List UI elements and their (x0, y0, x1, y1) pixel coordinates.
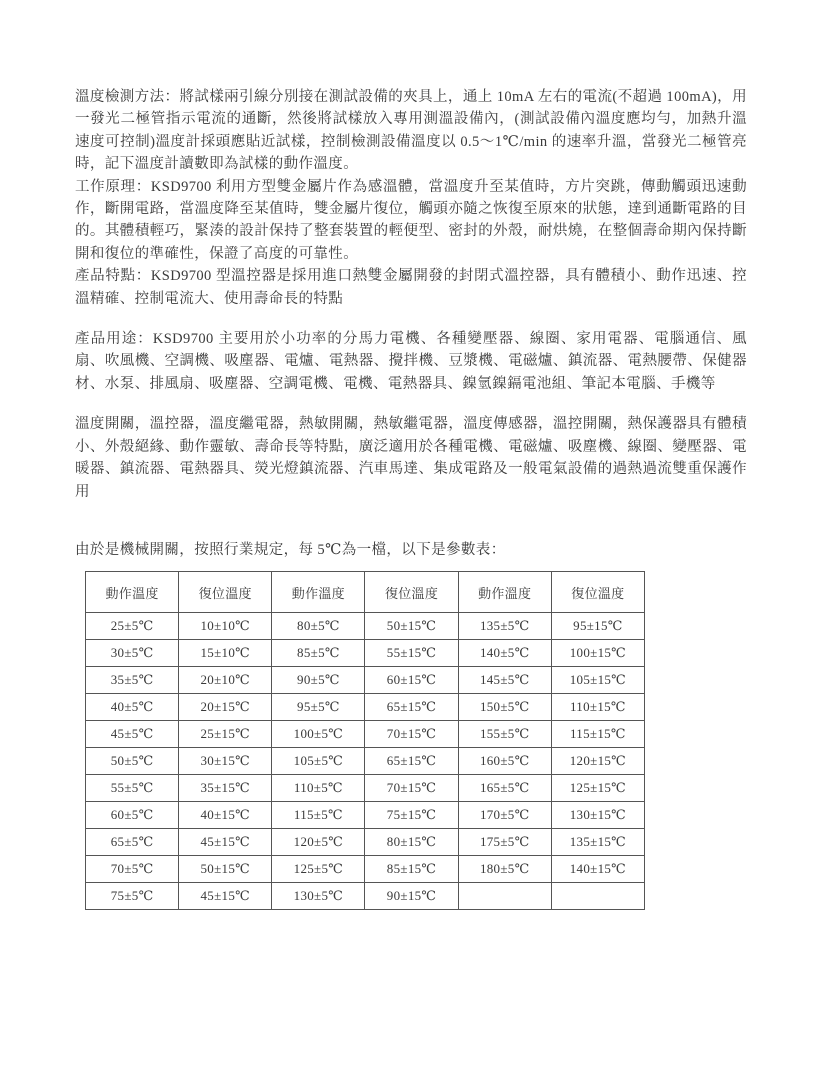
table-cell: 60±15℃ (365, 667, 458, 694)
table-cell: 120±5℃ (272, 829, 365, 856)
table-cell: 85±5℃ (272, 640, 365, 667)
table-cell: 55±15℃ (365, 640, 458, 667)
table-cell: 65±15℃ (365, 694, 458, 721)
paragraph-working-principle: 工作原理：KSD9700 利用方型雙金屬片作為感溫體，當溫度升至某值時，方片突跳，傳動觸頭迅速動作，斷開電路，當溫度降至某值時，雙金屬片復位，觸頭亦隨之恢復至原來的狀態，達到通斷電路的目的。其體積輕巧，緊湊的設計保持了整套裝置的輕便型、密封的外殼，耐烘燒，在整個壽命期內保持斷開和復位的準確性，保證了高度的可靠性。 (75, 178, 747, 262)
table-cell: 105±5℃ (272, 748, 365, 775)
paragraph-product-features: 產品特點：KSD9700 型溫控器是採用進口熱雙金屬開發的封閉式溫控器，具有體積小、動作迅速、控溫精確、控制電流大、使用壽命長的特點 (75, 268, 747, 307)
table-cell (551, 883, 644, 910)
table-cell: 65±5℃ (86, 829, 179, 856)
table-header-cell: 動作溫度 (86, 572, 179, 613)
table-cell: 170±5℃ (458, 802, 551, 829)
table-cell: 90±15℃ (365, 883, 458, 910)
table-cell: 45±15℃ (179, 883, 272, 910)
table-cell: 40±5℃ (86, 694, 179, 721)
table-cell: 165±5℃ (458, 775, 551, 802)
table-row (86, 613, 645, 640)
table-cell: 50±5℃ (86, 748, 179, 775)
paragraph-detection-method: 溫度檢測方法：將試樣兩引線分別接在測試設備的夾具上，通上 10mA 左右的電流(不超過 100mA)，用一發光二極管指示電流的通斷，然後將試樣放入專用測溫設備內，(測試設備內溫度應均勻，加熱升溫速度可控制)溫度計採頭應貼近試樣，控制檢測設備溫度以 0.5～1℃/min 的速率升溫，當發光二極管亮時，記下溫度計讀數即為試樣的動作溫度。 (75, 89, 747, 173)
table-cell: 75±15℃ (365, 802, 458, 829)
table-cell: 30±15℃ (179, 748, 272, 775)
table-cell: 20±10℃ (179, 667, 272, 694)
table-cell: 125±15℃ (551, 775, 644, 802)
paragraph-table-intro: 由於是機械開關，按照行業規定，每 5℃為一檔，以下是參數表： (75, 541, 506, 558)
table-cell: 130±15℃ (551, 802, 644, 829)
table-cell: 160±5℃ (458, 748, 551, 775)
table-cell: 110±15℃ (551, 694, 644, 721)
table-cell: 35±15℃ (179, 775, 272, 802)
table-cell: 85±15℃ (365, 856, 458, 883)
table-row (86, 883, 645, 910)
table-cell: 155±5℃ (458, 721, 551, 748)
table-cell: 75±5℃ (86, 883, 179, 910)
table-cell: 175±5℃ (458, 829, 551, 856)
table-header-cell: 動作溫度 (458, 572, 551, 613)
table-cell: 95±5℃ (272, 694, 365, 721)
table-cell: 145±5℃ (458, 667, 551, 694)
table-cell: 45±5℃ (86, 721, 179, 748)
table-row (86, 694, 645, 721)
table-cell: 25±5℃ (86, 613, 179, 640)
table-cell: 125±5℃ (272, 856, 365, 883)
table-row (86, 829, 645, 856)
table-cell: 135±15℃ (551, 829, 644, 856)
table-cell: 70±5℃ (86, 856, 179, 883)
table-cell: 95±15℃ (551, 613, 644, 640)
parameter-table (85, 571, 645, 910)
table-cell: 40±15℃ (179, 802, 272, 829)
table-cell: 80±15℃ (365, 829, 458, 856)
table-header-cell: 動作溫度 (272, 572, 365, 613)
table-cell: 35±5℃ (86, 667, 179, 694)
table-row (86, 775, 645, 802)
paragraph-product-usage: 產品用途：KSD9700 主要用於小功率的分馬力電機、各種變壓器、線圈、家用電器、電腦通信、風扇、吹風機、空調機、吸塵器、電爐、電熱器、攪拌機、豆漿機、電磁爐、鎮流器、電熱腰帶、保健器材、水泵、排風扇、吸塵器、空調電機、電機、電熱器具、鎳氫鎳鎘電池組、筆記本電腦、手機等 (75, 331, 747, 392)
table-row (86, 667, 645, 694)
table-cell: 90±5℃ (272, 667, 365, 694)
table-cell: 50±15℃ (365, 613, 458, 640)
table-cell: 115±5℃ (272, 802, 365, 829)
table-cell: 25±15℃ (179, 721, 272, 748)
table-header-row (86, 572, 645, 613)
table-cell (458, 883, 551, 910)
table-cell: 55±5℃ (86, 775, 179, 802)
table-cell: 120±15℃ (551, 748, 644, 775)
table-cell: 50±15℃ (179, 856, 272, 883)
table-row (86, 640, 645, 667)
table-row (86, 748, 645, 775)
table-cell: 70±15℃ (365, 775, 458, 802)
table-cell: 105±15℃ (551, 667, 644, 694)
table-row (86, 802, 645, 829)
table-body (86, 613, 645, 910)
table-cell: 10±10℃ (179, 613, 272, 640)
table-cell: 135±5℃ (458, 613, 551, 640)
table-cell: 20±15℃ (179, 694, 272, 721)
table-cell: 115±15℃ (551, 721, 644, 748)
table-row (86, 721, 645, 748)
table-cell: 100±5℃ (272, 721, 365, 748)
table-row (86, 856, 645, 883)
table-cell: 110±5℃ (272, 775, 365, 802)
table-cell: 130±5℃ (272, 883, 365, 910)
table-cell: 140±5℃ (458, 640, 551, 667)
table-cell: 70±15℃ (365, 721, 458, 748)
table-cell: 80±5℃ (272, 613, 365, 640)
table-cell: 140±15℃ (551, 856, 644, 883)
table-cell: 150±5℃ (458, 694, 551, 721)
table-cell: 100±15℃ (551, 640, 644, 667)
paragraph-product-scope: 溫度開關，溫控器，溫度繼電器，熱敏開關，熱敏繼電器，溫度傳感器，溫控開關，熱保護器具有體積小、外殼絕緣、動作靈敏、壽命長等特點，廣泛適用於各種電機、電磁爐、吸塵機、線圈、變壓器、電暖器、鎮流器、電熱器具、熒光燈鎮流器、汽車馬達、集成電路及一般電氣設備的過熱過流雙重保護作用 (75, 416, 747, 500)
table-header-cell: 復位溫度 (179, 572, 272, 613)
table-cell: 60±5℃ (86, 802, 179, 829)
table-cell: 15±10℃ (179, 640, 272, 667)
table-header-cell: 復位溫度 (551, 572, 644, 613)
table-cell: 65±15℃ (365, 748, 458, 775)
table-header-cell: 復位溫度 (365, 572, 458, 613)
table-cell: 30±5℃ (86, 640, 179, 667)
table-cell: 180±5℃ (458, 856, 551, 883)
table-cell: 45±15℃ (179, 829, 272, 856)
